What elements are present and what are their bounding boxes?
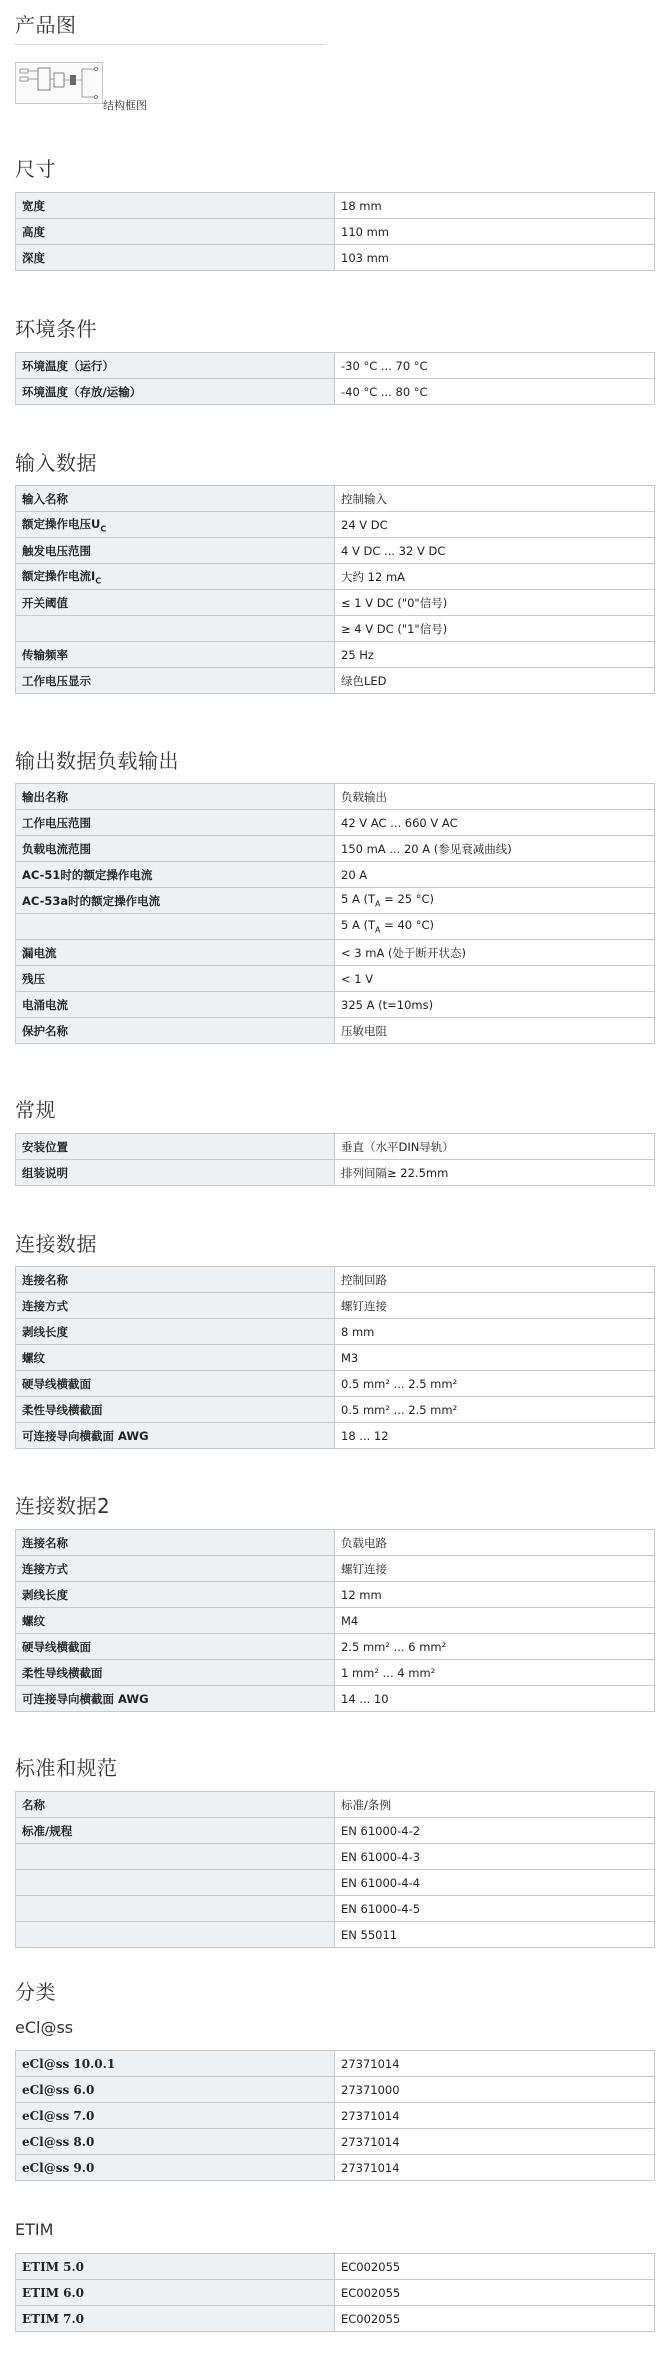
standards-table xyxy=(15,1791,655,1948)
table-row xyxy=(16,1530,655,1556)
table-row xyxy=(16,888,655,914)
row-value: 控制输入 xyxy=(335,486,655,512)
row-value: 大约 12 mA xyxy=(335,564,655,590)
row-label: 可连接导向横截面 AWG xyxy=(16,1686,335,1712)
row-label: 剥线长度 xyxy=(16,1582,335,1608)
section-title-connection-2: 连接数据2 xyxy=(15,1494,111,1518)
table-row xyxy=(16,1844,655,1870)
table-row xyxy=(16,914,655,940)
table-row xyxy=(16,1423,655,1449)
row-value: 排列间隔≥ 22.5mm xyxy=(335,1160,655,1186)
row-label xyxy=(16,1922,335,1948)
row-value: 27371014 xyxy=(335,2129,655,2155)
row-label: 残压 xyxy=(16,966,335,992)
row-label: 硬导线横截面 xyxy=(16,1634,335,1660)
row-label xyxy=(16,1896,335,1922)
row-value: 垂直（水平DIN导轨） xyxy=(335,1134,655,1160)
row-label: 名称 xyxy=(16,1792,335,1818)
row-value: 5 A ($T_A = 25$ °C) xyxy=(335,888,655,914)
row-label: 保护名称 xyxy=(16,1018,335,1044)
table-row xyxy=(16,1371,655,1397)
output-table xyxy=(15,783,655,1044)
row-label: 额定操作电压$U_C$ xyxy=(16,512,335,538)
row-label: ETIM 7.0 xyxy=(16,2306,335,2332)
table-row xyxy=(16,668,655,694)
environment-table xyxy=(15,352,655,405)
row-value: EC002055 xyxy=(335,2280,655,2306)
row-label: 剥线长度 xyxy=(16,1319,335,1345)
section-title-classification: 分类 xyxy=(15,1980,56,2004)
row-value: 20 A xyxy=(335,862,655,888)
row-value: 螺钉连接 xyxy=(335,1293,655,1319)
section-title-output: 输出数据负载输出 xyxy=(15,749,179,773)
row-value: 24 V DC xyxy=(335,512,655,538)
row-label: 高度 xyxy=(16,219,335,245)
row-label: 硬导线横截面 xyxy=(16,1371,335,1397)
table-row xyxy=(16,1608,655,1634)
row-value: 0.5 mm² ... 2.5 mm² xyxy=(335,1397,655,1423)
row-label: 可连接导向横截面 AWG xyxy=(16,1423,335,1449)
table-row xyxy=(16,590,655,616)
table-row xyxy=(16,1792,655,1818)
section-title-product-image: 产品图 xyxy=(15,13,77,37)
table-row xyxy=(16,2155,655,2181)
row-label: ETIM 6.0 xyxy=(16,2280,335,2306)
row-label: 额定操作电流$I_C$ xyxy=(16,564,335,590)
input-table xyxy=(15,485,655,694)
table-row xyxy=(16,1293,655,1319)
table-row xyxy=(16,642,655,668)
row-label: 工作电压范围 xyxy=(16,810,335,836)
table-row xyxy=(16,2306,655,2332)
table-row xyxy=(16,940,655,966)
row-label: eCl@ss 7.0 xyxy=(16,2103,335,2129)
table-row xyxy=(16,379,655,405)
row-value: 8 mm xyxy=(335,1319,655,1345)
row-value: -40 °C ... 80 °C xyxy=(335,379,655,405)
subsection-title-eclass: eCl@ss xyxy=(15,2018,74,2037)
row-value: 5 A ($T_A = 40$ °C) xyxy=(335,914,655,940)
row-label: 螺纹 xyxy=(16,1608,335,1634)
row-value: 负载输出 xyxy=(335,784,655,810)
table-row xyxy=(16,219,655,245)
section-title-input: 输入数据 xyxy=(15,451,97,475)
row-value: 27371014 xyxy=(335,2155,655,2181)
row-label xyxy=(16,914,335,940)
diagram-caption[interactable]: 结构框图 xyxy=(103,99,147,112)
table-row xyxy=(16,1556,655,1582)
row-label: 触发电压范围 xyxy=(16,538,335,564)
connection-table xyxy=(15,1266,655,1449)
subsection-title-etim: ETIM xyxy=(15,2220,54,2239)
row-label: AC-53a时的额定操作电流 xyxy=(16,888,335,914)
row-label: 负载电流范围 xyxy=(16,836,335,862)
row-value: 18 mm xyxy=(335,193,655,219)
row-label: 安装位置 xyxy=(16,1134,335,1160)
row-value: 27371014 xyxy=(335,2051,655,2077)
block-diagram-icon xyxy=(16,63,102,103)
table-row xyxy=(16,616,655,642)
row-value: 控制回路 xyxy=(335,1267,655,1293)
row-value: 0.5 mm² ... 2.5 mm² xyxy=(335,1371,655,1397)
section-title-dimensions: 尺寸 xyxy=(15,157,56,181)
row-value: < 3 mA (处于断开状态) xyxy=(335,940,655,966)
table-row xyxy=(16,2280,655,2306)
row-value: < 1 V xyxy=(335,966,655,992)
row-label: 柔性导线横截面 xyxy=(16,1660,335,1686)
row-label: ETIM 5.0 xyxy=(16,2254,335,2280)
section-title-general: 常规 xyxy=(15,1098,56,1122)
row-label: 工作电压显示 xyxy=(16,668,335,694)
table-row xyxy=(16,1134,655,1160)
row-value: 27371000 xyxy=(335,2077,655,2103)
row-label: 螺纹 xyxy=(16,1345,335,1371)
row-label xyxy=(16,1844,335,1870)
table-row xyxy=(16,193,655,219)
row-label: eCl@ss 8.0 xyxy=(16,2129,335,2155)
table-row xyxy=(16,1319,655,1345)
row-label: 环境温度（存放/运输） xyxy=(16,379,335,405)
row-value: 18 ... 12 xyxy=(335,1423,655,1449)
row-label: AC-51时的额定操作电流 xyxy=(16,862,335,888)
row-value: 25 Hz xyxy=(335,642,655,668)
table-row xyxy=(16,810,655,836)
row-value: 12 mm xyxy=(335,1582,655,1608)
row-value: 42 V AC ... 660 V AC xyxy=(335,810,655,836)
connection-2-table xyxy=(15,1529,655,1712)
row-value: 150 mA ... 20 A (参见衰减曲线) xyxy=(335,836,655,862)
row-value: EC002055 xyxy=(335,2306,655,2332)
table-row xyxy=(16,966,655,992)
row-label: eCl@ss 10.0.1 xyxy=(16,2051,335,2077)
table-row xyxy=(16,1896,655,1922)
table-row xyxy=(16,2103,655,2129)
table-row xyxy=(16,1922,655,1948)
table-row xyxy=(16,1634,655,1660)
row-label xyxy=(16,616,335,642)
row-label: 传输频率 xyxy=(16,642,335,668)
table-row xyxy=(16,353,655,379)
row-label: 连接方式 xyxy=(16,1293,335,1319)
table-row xyxy=(16,1582,655,1608)
table-row xyxy=(16,1686,655,1712)
row-value: EN 61000-4-3 xyxy=(335,1844,655,1870)
section-divider xyxy=(15,44,325,45)
etim-table xyxy=(15,2253,655,2332)
row-label: 开关阈值 xyxy=(16,590,335,616)
table-row xyxy=(16,1160,655,1186)
table-row xyxy=(16,2077,655,2103)
table-row xyxy=(16,512,655,538)
row-value: 螺钉连接 xyxy=(335,1556,655,1582)
table-row xyxy=(16,1345,655,1371)
row-value: EN 55011 xyxy=(335,1922,655,1948)
table-row xyxy=(16,1870,655,1896)
general-table xyxy=(15,1133,655,1186)
row-label: 环境温度（运行） xyxy=(16,353,335,379)
row-value: EN 61000-4-4 xyxy=(335,1870,655,1896)
table-row xyxy=(16,784,655,810)
table-row xyxy=(16,1397,655,1423)
row-label: eCl@ss 9.0 xyxy=(16,2155,335,2181)
table-row xyxy=(16,564,655,590)
row-value: 110 mm xyxy=(335,219,655,245)
row-label: 宽度 xyxy=(16,193,335,219)
row-label: 连接名称 xyxy=(16,1530,335,1556)
row-value: 14 ... 10 xyxy=(335,1686,655,1712)
row-value: 标准/条例 xyxy=(335,1792,655,1818)
table-row xyxy=(16,836,655,862)
row-value: EC002055 xyxy=(335,2254,655,2280)
row-label xyxy=(16,1870,335,1896)
table-row xyxy=(16,1018,655,1044)
table-row xyxy=(16,245,655,271)
section-title-connection: 连接数据 xyxy=(15,1232,97,1256)
row-value: 1 mm² ... 4 mm² xyxy=(335,1660,655,1686)
table-row xyxy=(16,1660,655,1686)
row-label: 电涌电流 xyxy=(16,992,335,1018)
row-value: ≤ 1 V DC ("0"信号) xyxy=(335,590,655,616)
row-label: 输出名称 xyxy=(16,784,335,810)
row-value: EN 61000-4-2 xyxy=(335,1818,655,1844)
row-label: 连接方式 xyxy=(16,1556,335,1582)
block-diagram-thumbnail[interactable] xyxy=(15,62,103,104)
table-row xyxy=(16,2051,655,2077)
table-row xyxy=(16,1818,655,1844)
section-title-standards: 标准和规范 xyxy=(15,1756,118,1780)
row-value: 绿色LED xyxy=(335,668,655,694)
row-label: 柔性导线横截面 xyxy=(16,1397,335,1423)
row-value: 压敏电阻 xyxy=(335,1018,655,1044)
row-value: M4 xyxy=(335,1608,655,1634)
row-label: eCl@ss 6.0 xyxy=(16,2077,335,2103)
row-value: -30 °C ... 70 °C xyxy=(335,353,655,379)
section-title-environment: 环境条件 xyxy=(15,317,97,341)
row-value: 325 A (t=10ms) xyxy=(335,992,655,1018)
row-value: 负载电路 xyxy=(335,1530,655,1556)
row-label: 输入名称 xyxy=(16,486,335,512)
row-label: 标准/规程 xyxy=(16,1818,335,1844)
eclass-table xyxy=(15,2050,655,2181)
table-row xyxy=(16,862,655,888)
row-value: 2.5 mm² ... 6 mm² xyxy=(335,1634,655,1660)
row-value: M3 xyxy=(335,1345,655,1371)
row-value: 27371014 xyxy=(335,2103,655,2129)
row-value: EN 61000-4-5 xyxy=(335,1896,655,1922)
row-value: 103 mm xyxy=(335,245,655,271)
row-label: 漏电流 xyxy=(16,940,335,966)
row-label: 组装说明 xyxy=(16,1160,335,1186)
table-row xyxy=(16,538,655,564)
table-row xyxy=(16,992,655,1018)
table-row xyxy=(16,1267,655,1293)
row-label: 深度 xyxy=(16,245,335,271)
table-row xyxy=(16,2129,655,2155)
table-row xyxy=(16,2254,655,2280)
row-value: ≥ 4 V DC ("1"信号) xyxy=(335,616,655,642)
table-row xyxy=(16,486,655,512)
dimensions-table xyxy=(15,192,655,271)
row-label: 连接名称 xyxy=(16,1267,335,1293)
row-value: 4 V DC ... 32 V DC xyxy=(335,538,655,564)
